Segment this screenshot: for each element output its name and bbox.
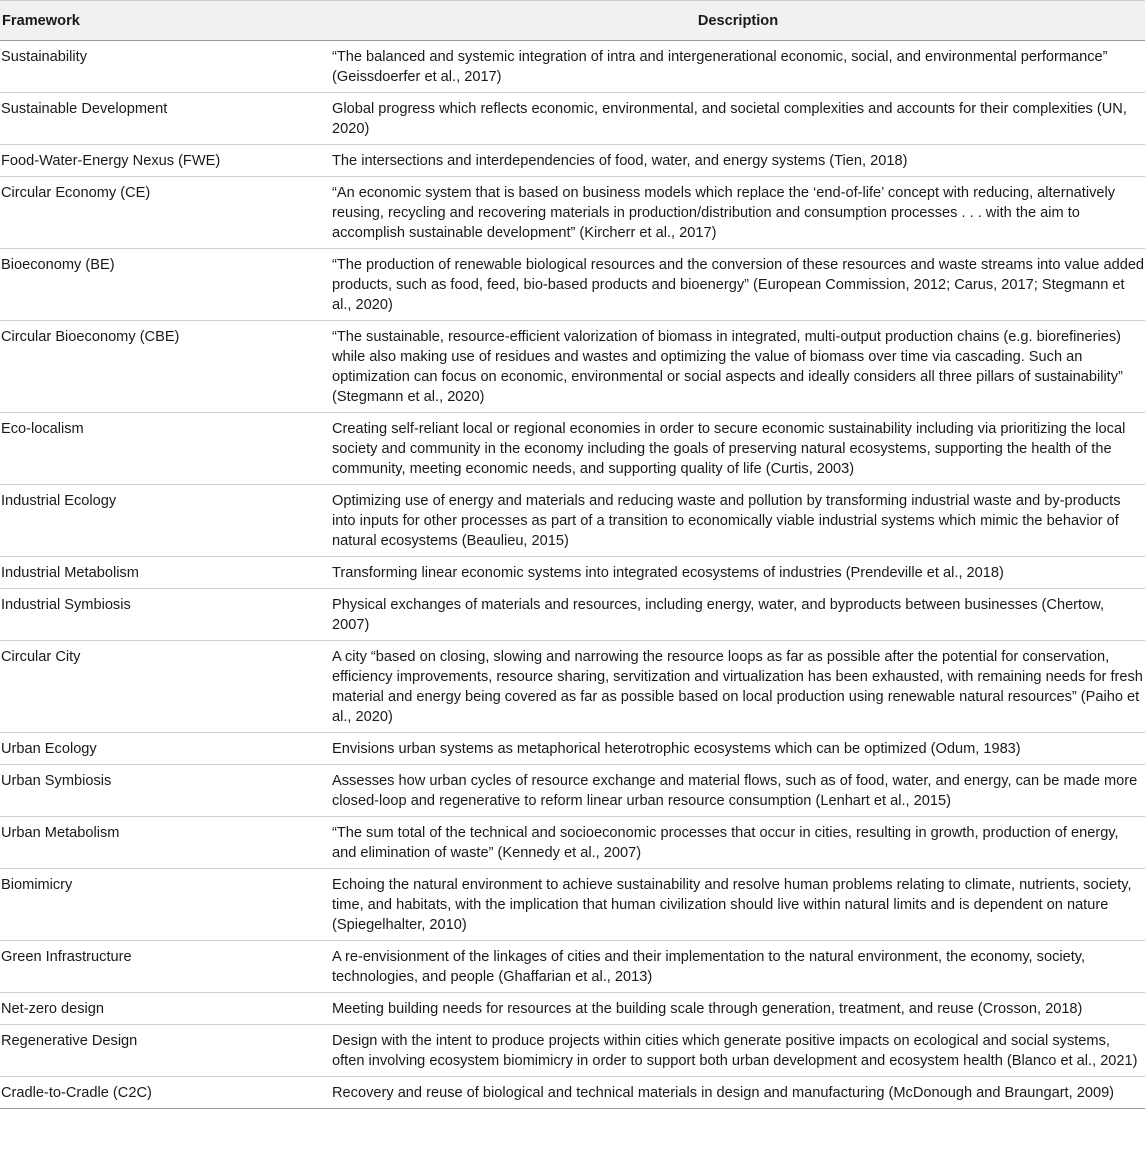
header-row [0, 1, 1145, 41]
table-row [0, 993, 1145, 1025]
table-row [0, 413, 1145, 485]
header-framework: Framework [0, 1, 331, 41]
framework-cell: Biomimicry [0, 869, 331, 941]
description-cell: “The production of renewable biological resources and the conversion of these resources and waste streams into value added products, such as food, feed, bio-based products and bioenergy” (European Commission, 2012; Carus, 2017; Stegmann et al., 2020) [331, 249, 1145, 321]
framework-cell: Food-Water-Energy Nexus (FWE) [0, 145, 331, 177]
table-row [0, 177, 1145, 249]
table-row [0, 249, 1145, 321]
framework-cell: Circular City [0, 641, 331, 733]
table-row [0, 485, 1145, 557]
framework-cell: Urban Symbiosis [0, 765, 331, 817]
framework-cell: Urban Metabolism [0, 817, 331, 869]
table-row [0, 765, 1145, 817]
description-cell: Recovery and reuse of biological and technical materials in design and manufacturing (McDonough and Braungart, 2009) [331, 1077, 1145, 1109]
table-row [0, 589, 1145, 641]
table-row [0, 641, 1145, 733]
framework-cell: Circular Bioeconomy (CBE) [0, 321, 331, 413]
framework-cell: Regenerative Design [0, 1025, 331, 1077]
framework-cell: Industrial Ecology [0, 485, 331, 557]
description-cell: Echoing the natural environment to achieve sustainability and resolve human problems relating to climate, nutrients, society, time, and habitats, with the implication that human civilization should live within natural limits and is dependent on nature (Spiegelhalter, 2010) [331, 869, 1145, 941]
description-cell: Envisions urban systems as metaphorical heterotrophic ecosystems which can be optimized (Odum, 1983) [331, 733, 1145, 765]
description-cell: Physical exchanges of materials and resources, including energy, water, and byproducts between businesses (Chertow, 2007) [331, 589, 1145, 641]
description-cell: “The sum total of the technical and socioeconomic processes that occur in cities, resulting in growth, production of energy, and elimination of waste” (Kennedy et al., 2007) [331, 817, 1145, 869]
framework-cell: Industrial Metabolism [0, 557, 331, 589]
description-cell: The intersections and interdependencies of food, water, and energy systems (Tien, 2018) [331, 145, 1145, 177]
table-row [0, 145, 1145, 177]
description-cell: A city “based on closing, slowing and narrowing the resource loops as far as possible after the potential for conservation, efficiency improvements, resource sharing, servitization and virtualization has been exhausted, with remaining needs for fresh material and energy being covered as far as possible based on local production using renewable natural resources” (Paiho et al., 2020) [331, 641, 1145, 733]
table-row [0, 321, 1145, 413]
table-row [0, 93, 1145, 145]
table-row [0, 1025, 1145, 1077]
framework-cell: Green Infrastructure [0, 941, 331, 993]
framework-cell: Cradle-to-Cradle (C2C) [0, 1077, 331, 1109]
description-cell: Creating self-reliant local or regional economies in order to secure economic sustainability including via prioritizing the local society and community in the economy including the goals of preserving natural ecosystems, supporting the health of the community, meeting economic needs, and supporting quality of life (Curtis, 2003) [331, 413, 1145, 485]
description-cell: “The sustainable, resource-efficient valorization of biomass in integrated, multi-output production chains (e.g. biorefineries) while also making use of residues and wastes and optimizing the value of biomass over time via cascading. Such an optimization can focus on economic, environmental or social aspects and ideally considers all three pillars of sustainability” (Stegmann et al., 2020) [331, 321, 1145, 413]
table-header [0, 1, 1145, 41]
header-description: Description [331, 1, 1145, 41]
framework-cell: Circular Economy (CE) [0, 177, 331, 249]
description-cell: “The balanced and systemic integration of intra and intergenerational economic, social, and environmental performance” (Geissdoerfer et al., 2017) [331, 41, 1145, 93]
table-row [0, 41, 1145, 93]
description-cell: A re-envisionment of the linkages of cities and their implementation to the natural environment, the economy, society, technologies, and people (Ghaffarian et al., 2013) [331, 941, 1145, 993]
table-row [0, 733, 1145, 765]
table-row [0, 1077, 1145, 1109]
description-cell: Optimizing use of energy and materials and reducing waste and pollution by transforming industrial waste and by-products into inputs for other processes as part of a transition to economically viable industrial systems which mimic the behavior of natural ecosystems (Beaulieu, 2015) [331, 485, 1145, 557]
description-cell: Transforming linear economic systems into integrated ecosystems of industries (Prendeville et al., 2018) [331, 557, 1145, 589]
framework-cell: Sustainable Development [0, 93, 331, 145]
table-row [0, 817, 1145, 869]
description-cell: Assesses how urban cycles of resource exchange and material flows, such as of food, water, and energy, can be made more closed-loop and regenerative to reform linear urban resource consumption (Lenhart et al., 2015) [331, 765, 1145, 817]
table-row [0, 557, 1145, 589]
table-row [0, 941, 1145, 993]
framework-cell: Sustainability [0, 41, 331, 93]
framework-cell: Bioeconomy (BE) [0, 249, 331, 321]
framework-cell: Eco-localism [0, 413, 331, 485]
framework-cell: Net-zero design [0, 993, 331, 1025]
description-cell: “An economic system that is based on business models which replace the ‘end-of-life’ concept with reducing, alternatively reusing, recycling and recovering materials in production/distribution and consumption processes . . . with the aim to accomplish sustainable development” (Kircherr et al., 2017) [331, 177, 1145, 249]
framework-cell: Urban Ecology [0, 733, 331, 765]
description-cell: Meeting building needs for resources at the building scale through generation, treatment, and reuse (Crosson, 2018) [331, 993, 1145, 1025]
table-body [0, 41, 1145, 1109]
framework-cell: Industrial Symbiosis [0, 589, 331, 641]
description-cell: Design with the intent to produce projects within cities which generate positive impacts on ecological and social systems, often involving ecosystem biomimicry in order to support both urban development and ecosystem health (Blanco et al., 2021) [331, 1025, 1145, 1077]
table-row [0, 869, 1145, 941]
description-cell: Global progress which reflects economic, environmental, and societal complexities and accounts for their complexities (UN, 2020) [331, 93, 1145, 145]
